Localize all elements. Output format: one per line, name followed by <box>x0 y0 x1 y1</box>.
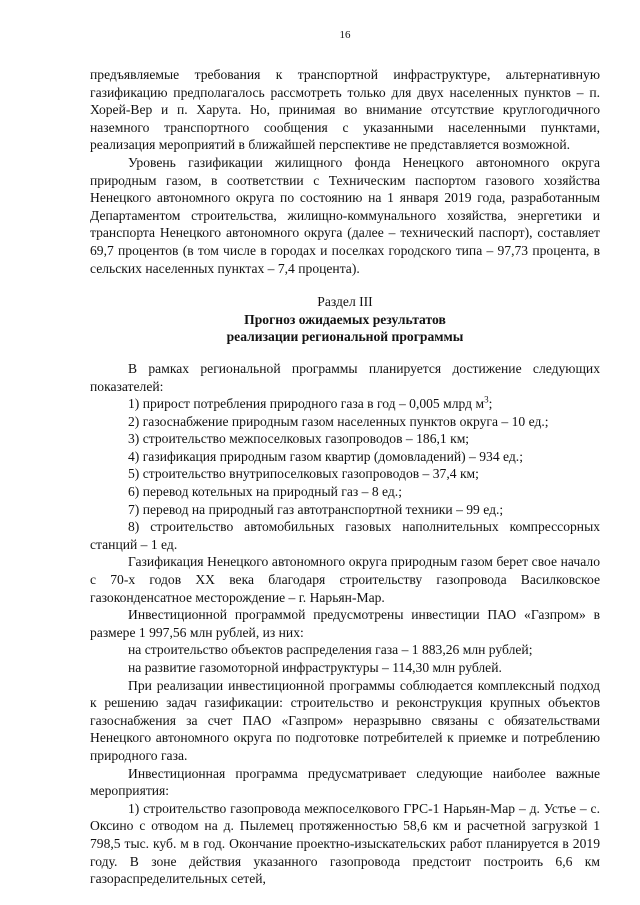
paragraph-measure-1: 1) строительство газопровода межпоселкового ГРС-1 Нарьян-Мар – д. Устье – с. Оксино с отводом на д. Пылемец протяженностью 58,6 км и расчетной загрузкой 1 798,5 тыс. куб. м в год. Окончание проектно-изыскательских работ планируется в 2019 году. В зоне действия указанного газопровода предстоит построить 6,6 км газораспределительных сетей, <box>90 800 600 887</box>
list-item: 3) строительство межпоселковых газопроводов – 186,1 км; <box>128 431 470 447</box>
indicator-1-superscript: 3 <box>484 394 489 405</box>
list-item: 5) строительство внутрипоселковых газопроводов – 37,4 км; <box>128 466 479 482</box>
investment-item: на развитие газомоторной инфраструктуры – 114,30 млн рублей. <box>128 660 502 675</box>
section-title-line-1: Прогноз ожидаемых результатов <box>244 311 446 327</box>
paragraph-measures-intro: Инвестиционная программа предусматривает следующие наиболее важные мероприятия: <box>90 765 600 799</box>
paragraph-continuation: предъявляемые требования к транспортной инфраструктуре, альтернативную газификацию предполагалось рассмотреть только для двух населенных пунктов – п. Хорей-Вер и п. Харута. Но, принимая во внимание отсутствие круглогодичного наземного транспортного сообщения с указанными населенными пунктами, реализация мероприятий в ближайшей перспективе не представляется возможной. <box>90 67 600 153</box>
indicators-list <box>90 395 600 553</box>
page-number: 16 <box>339 29 351 41</box>
paragraph-indicators-intro: В рамках региональной программы планируется достижение следующих показателей: <box>90 360 600 394</box>
paragraph-investment-intro: Инвестиционной программой предусмотрены инвестиции ПАО «Газпром» в размере 1 997,56 млн рублей, из них: <box>90 607 600 640</box>
list-item: 7) перевод на природный газ автотранспортной техники – 99 ед.; <box>128 501 504 517</box>
section-title-line-2: реализации региональной программы <box>226 329 464 345</box>
indicator-1-end: ; <box>488 396 493 412</box>
paragraph-gasification-history: Газификация Ненецкого автономного округа природным газом берет свое начало с 70-х годов XX века благодаря строительству газопровода Василковское газоконденсатное месторождение – г. Нарьян-Мар. <box>90 554 600 605</box>
investment-item: на строительство объектов распределения газа – 1 883,26 млн рублей; <box>128 642 533 658</box>
indicator-1-text: 1) прирост потребления природного газа в год – 0,005 млрд м <box>128 396 485 412</box>
section-heading <box>90 293 600 346</box>
section-number: Раздел III <box>317 294 373 310</box>
paragraph-gasification-level: Уровень газификации жилищного фонда Ненецкого автономного округа природным газом, в соответствии с Техническим паспортом газового хозяйства Ненецкого автономного округа по состоянию на 1 января 2019 года, разработанным Департаментом строительства, жилищно-коммунального хозяйства, энергетики и транспорта Ненецкого автономного округа (далее – технический паспорт), составляет 69,7 процентов (в том числе в городах и поселках городского типа – 97,73 процента, в сельских населенных пунктах – 7,4 процента). <box>90 154 600 276</box>
list-item: 6) перевод котельных на природный газ – 8 ед.; <box>128 484 402 500</box>
paragraph-complex-approach: При реализации инвестиционной программы соблюдается комплексный подход к решению задач газификации: строительство и реконструкция крупных объектов газоснабжения за счет ПАО «Газпром» неразрывно связаны с обязательствами Ненецкого автономного округа по подготовке потребителей к приемке и потреблению природного газа. <box>90 677 600 763</box>
list-item: 8) строительство автомобильных газовых наполнительных компрессорных станций – 1 ед. <box>90 519 600 552</box>
list-item: 4) газификация природным газом квартир (домовладений) – 934 ед.; <box>128 448 523 464</box>
list-item <box>90 395 600 413</box>
list-item: 2) газоснабжение природным газом населенных пунктов округа – 10 ед.; <box>128 413 549 429</box>
